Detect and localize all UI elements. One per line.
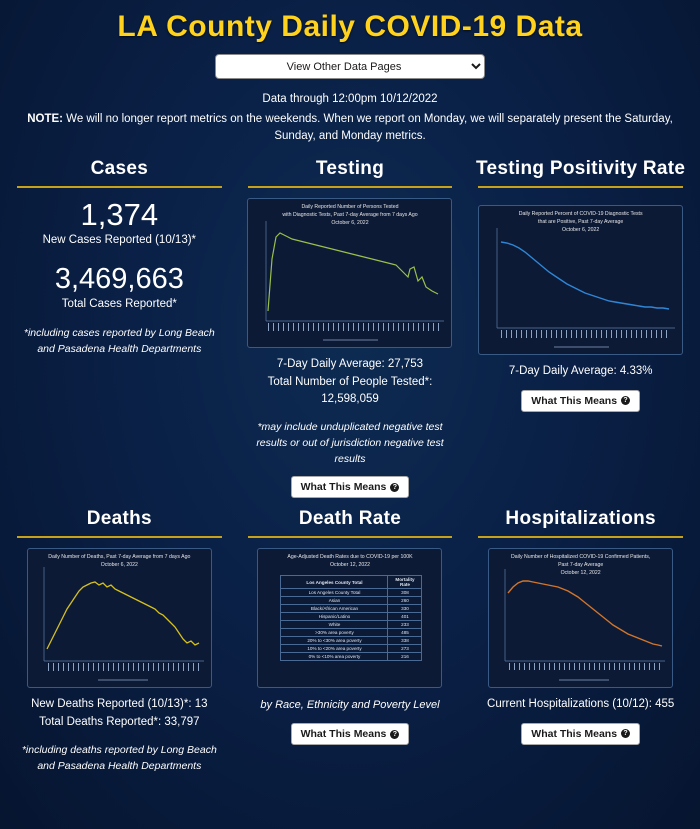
total-deaths-stat: Total Deaths Reported*: 33,797 [39, 715, 200, 728]
panel-testing-positivity [469, 158, 692, 498]
positivity-chart-title: Daily Reported Percent of COVID-19 Diagnostic Tests that are Positive, Past 7-day Average October 6, 2022 [518, 211, 643, 233]
death-rate-what-this-means-button[interactable] [291, 723, 410, 745]
death-rate-chart-title: Age-Adjusted Death Rates due to COVID-19 per 100K October 12, 2022 [287, 554, 413, 569]
panel-cases [8, 158, 231, 498]
panel-hospitalizations [469, 508, 692, 774]
table-row-label: 20% to <30% area poverty [281, 637, 388, 645]
deaths-chart[interactable] [27, 548, 212, 688]
new-deaths-stat: New Deaths Reported (10/13)*: 13 [31, 698, 208, 711]
testing-heading: Testing [315, 158, 385, 180]
deaths-chart-title: Daily Number of Deaths, Past 7-day Average from 7 days Ago October 6, 2022 [48, 554, 191, 569]
panel-testing [239, 158, 462, 498]
help-icon: ? [621, 396, 630, 405]
positivity-what-this-means-button[interactable] [521, 390, 640, 412]
cases-footnote: *including cases reported by Long Beach and Pasadena Health Departments [23, 327, 215, 356]
deaths-footnote: *including deaths reported by Long Beach and Pasadena Health Departments [21, 743, 217, 772]
cases-divider [17, 186, 222, 188]
testing-wtm-label: What This Means [300, 481, 387, 494]
testing-divider [248, 186, 453, 188]
death-rate-chart[interactable] [257, 548, 442, 688]
table-row-label: 10% to <20% area poverty [281, 645, 388, 653]
data-pages-select-wrap [0, 54, 700, 79]
hospitalizations-what-this-means-button[interactable] [521, 723, 640, 745]
page-title: LA County Daily COVID-19 Data [117, 10, 583, 43]
table-row-label: 0% to <10% area poverty [281, 653, 388, 661]
table-row-value: 401 [388, 613, 422, 621]
positivity-chart[interactable] [478, 205, 683, 355]
death-rate-table [280, 575, 422, 661]
note-text: We will no longer report metrics on the weekends. When we report on Monday, we will separately present the Saturday, Sunday, and Monday metrics. [62, 113, 673, 142]
death-rate-subtitle: by Race, Ethnicity and Poverty Level [260, 699, 440, 712]
panel-deaths [8, 508, 231, 774]
testing-total-value: 12,598,059 [321, 392, 379, 405]
testing-chart-title: Daily Reported Number of Persons Tested with Diagnostic Tests, Past 7-day Average from 7 days Ago October 6, 2022 [282, 204, 418, 226]
table-row-value: 273 [388, 645, 422, 653]
total-cases-value: 3,469,663 [54, 263, 184, 296]
table-row-value: 330 [388, 605, 422, 613]
panel-death-rate [239, 508, 462, 774]
new-cases-value: 1,374 [80, 197, 159, 233]
table-row-label: Black/African American [281, 605, 388, 613]
table-row-value: 485 [388, 629, 422, 637]
data-through-label: Data through 12:00pm 10/12/2022 [262, 93, 438, 105]
cases-heading: Cases [90, 158, 149, 180]
table-row-value: 308 [388, 589, 422, 597]
help-icon: ? [621, 729, 630, 738]
table-row-value: 233 [388, 621, 422, 629]
hospitalizations-heading: Hospitalizations [505, 508, 656, 530]
deaths-heading: Deaths [86, 508, 152, 530]
death-rate-col-1: Los Angeles County Total [281, 576, 388, 589]
deaths-divider [17, 536, 222, 538]
weekend-reporting-note [20, 111, 680, 144]
positivity-heading: Testing Positivity Rate [476, 158, 686, 180]
help-icon: ? [390, 730, 399, 739]
death-rate-col-2: Mortality Rate [388, 576, 422, 589]
total-cases-caption: Total Cases Reported* [61, 298, 177, 311]
testing-what-this-means-button[interactable] [291, 476, 410, 498]
metrics-row-2 [0, 508, 700, 774]
table-row-label: White [281, 621, 388, 629]
testing-average: 7-Day Daily Average: 27,753 [276, 358, 424, 371]
table-row-label: >30% area poverty [281, 629, 388, 637]
view-other-data-pages-select[interactable] [215, 54, 485, 79]
positivity-average: 7-Day Daily Average: 4.33% [508, 365, 653, 378]
hospitalizations-chart[interactable] [488, 548, 673, 688]
table-row-value: 338 [388, 637, 422, 645]
table-row-value: 260 [388, 597, 422, 605]
positivity-wtm-label: What This Means [531, 394, 618, 407]
table-row-label: Asian [281, 597, 388, 605]
note-label: NOTE: [27, 113, 63, 125]
testing-footnote: *may include unduplicated negative test results or out of jurisdiction negative test results [256, 421, 444, 465]
death-rate-heading: Death Rate [298, 508, 402, 530]
hospitalizations-chart-title: Daily Number of Hospitalized COVID-19 Confirmed Patients, Past 7-day Average October 12, 2022 [511, 554, 651, 576]
help-icon: ? [390, 483, 399, 492]
metrics-row-1 [0, 158, 700, 498]
hospitalizations-divider [478, 536, 683, 538]
death-rate-divider [248, 536, 453, 538]
table-row-label: Hispanic/Latino [281, 613, 388, 621]
table-row-label: Los Angeles County Total [281, 589, 388, 597]
death-rate-wtm-label: What This Means [300, 727, 387, 740]
current-hospitalizations-stat: Current Hospitalizations (10/12): 455 [487, 698, 675, 711]
positivity-divider [478, 186, 683, 188]
table-row-value: 216 [388, 653, 422, 661]
testing-total-label: Total Number of People Tested*: [267, 375, 433, 388]
new-cases-caption: New Cases Reported (10/13)* [42, 234, 197, 247]
hospitalizations-wtm-label: What This Means [531, 727, 618, 740]
testing-chart[interactable] [247, 198, 452, 348]
